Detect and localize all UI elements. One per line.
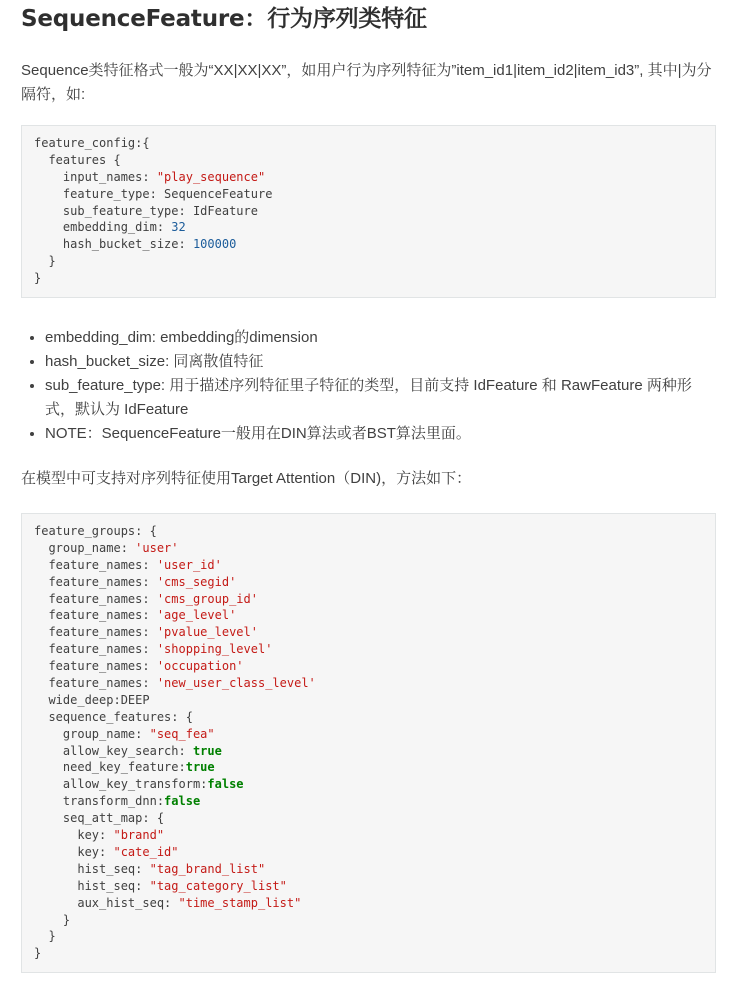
list-item: • hash_bucket_size: 同离散值特征 xyxy=(45,350,716,374)
code-token: need_key_feature: xyxy=(34,760,186,775)
code-token: "time_stamp_list" xyxy=(178,895,302,910)
code-line xyxy=(34,726,703,743)
code-token: "cate_id" xyxy=(113,844,179,859)
code-token: "seq_fea" xyxy=(149,726,215,741)
code-token: feature_names: xyxy=(34,642,157,657)
code-line xyxy=(34,186,703,203)
code-token: 100000 xyxy=(192,237,237,252)
code-line xyxy=(34,776,703,793)
code-token: hist_seq: xyxy=(34,878,150,893)
code-line xyxy=(34,219,703,236)
code-line xyxy=(34,253,703,270)
list-item: • embedding_dim: embedding的dimension xyxy=(45,326,716,350)
code-token: sequence_features: { xyxy=(34,709,193,724)
code-token: allow_key_search: xyxy=(34,743,193,758)
code-token: 'new_user_class_level' xyxy=(156,676,316,691)
code-token: 'cms_group_id' xyxy=(156,591,258,606)
code-token: features { xyxy=(34,152,121,167)
code-token: feature_names: xyxy=(34,659,157,674)
code-line xyxy=(34,912,703,929)
code-line xyxy=(34,692,703,709)
list-item: • NOTE：SequenceFeature一般用在DIN算法或者BST算法里面。 xyxy=(45,422,716,446)
code-line xyxy=(34,793,703,810)
code-token: feature_names: xyxy=(34,625,157,640)
code-line xyxy=(34,895,703,912)
code-token: "tag_category_list" xyxy=(149,878,287,893)
code-token: 'occupation' xyxy=(156,659,244,674)
code-token: } xyxy=(34,946,42,961)
code-token: true xyxy=(192,743,222,758)
code-token: 'pvalue_level' xyxy=(156,625,258,640)
code-token: false xyxy=(164,794,201,809)
code-line xyxy=(34,810,703,827)
code-line xyxy=(34,759,703,776)
code-token: feature_config:{ xyxy=(34,136,150,150)
code-line xyxy=(34,135,703,152)
code-line xyxy=(34,641,703,658)
code-token: 'user_id' xyxy=(156,557,222,572)
page-title: SequenceFeature：行为序列类特征 xyxy=(21,6,427,32)
code-line xyxy=(34,827,703,844)
code-line xyxy=(34,236,703,253)
list-item: • sub_feature_type: 用于描述序列特征里子特征的类型，目前支持 IdFeature 和 RawFeature 两种形式，默认为 IdFeature xyxy=(45,374,716,422)
code-token: 'user' xyxy=(135,540,179,555)
code-line xyxy=(34,743,703,760)
code-token: } xyxy=(34,271,42,286)
code-token: input_names: xyxy=(34,169,157,184)
code-line xyxy=(34,591,703,608)
code-line xyxy=(34,878,703,895)
code-token: wide_deep:DEEP xyxy=(34,692,150,707)
code-token: allow_key_transform: xyxy=(34,777,208,792)
code-token: group_name: xyxy=(34,540,136,555)
code-line xyxy=(34,270,703,287)
code-token: seq_att_map: { xyxy=(34,811,165,826)
code-token: } xyxy=(34,912,71,927)
code-token: } xyxy=(34,254,56,269)
intro-paragraph: Sequence类特征格式一般为“XX|XX|XX”，如用户行为序列特征为”item_id1|item_id2|item_id3”, 其中|为分隔符，如: xyxy=(21,62,712,103)
code-line xyxy=(34,624,703,641)
code-line xyxy=(34,861,703,878)
code-line xyxy=(34,844,703,861)
code-token: hash_bucket_size: xyxy=(34,237,193,252)
code-token: feature_groups: { xyxy=(34,524,157,539)
code-line xyxy=(34,574,703,591)
code-line xyxy=(34,675,703,692)
code-line xyxy=(34,152,703,169)
code-line xyxy=(34,658,703,675)
code-token: feature_names: xyxy=(34,608,157,623)
code-token: feature_names: xyxy=(34,574,157,589)
code-line xyxy=(34,540,703,557)
code-line xyxy=(34,928,703,945)
code-line xyxy=(34,945,703,962)
parameter-list xyxy=(21,326,716,446)
code-line xyxy=(34,169,703,186)
code-line xyxy=(34,203,703,220)
code-token: hist_seq: xyxy=(34,861,150,876)
code-token: 'shopping_level' xyxy=(156,642,273,657)
code-token: feature_type: SequenceFeature xyxy=(34,186,273,201)
code-token: group_name: xyxy=(34,726,150,741)
feature-config-code-block xyxy=(21,125,716,298)
code-token: "tag_brand_list" xyxy=(149,861,266,876)
code-token: key: xyxy=(34,828,114,843)
code-line xyxy=(34,607,703,624)
code-token: "play_sequence" xyxy=(156,169,266,184)
feature-groups-code-block xyxy=(21,513,716,973)
code-token: aux_hist_seq: xyxy=(34,895,179,910)
code-token: 'cms_segid' xyxy=(156,574,237,589)
code-token: feature_names: xyxy=(34,591,157,606)
din-paragraph: 在模型中可支持对序列特征使用Target Attention（DIN)，方法如下： xyxy=(21,470,472,488)
code-token: key: xyxy=(34,844,114,859)
code-token: feature_names: xyxy=(34,557,157,572)
code-token: transform_dnn: xyxy=(34,794,165,809)
code-token: true xyxy=(185,760,215,775)
code-token: sub_feature_type: IdFeature xyxy=(34,203,258,218)
code-line xyxy=(34,523,703,540)
code-token: false xyxy=(207,777,244,792)
code-token: "brand" xyxy=(113,828,165,843)
code-token: } xyxy=(34,929,56,944)
code-token: 32 xyxy=(171,220,186,235)
code-token: 'age_level' xyxy=(156,608,237,623)
code-line xyxy=(34,709,703,726)
code-line xyxy=(34,557,703,574)
code-token: embedding_dim: xyxy=(34,220,172,235)
code-token: feature_names: xyxy=(34,676,157,691)
